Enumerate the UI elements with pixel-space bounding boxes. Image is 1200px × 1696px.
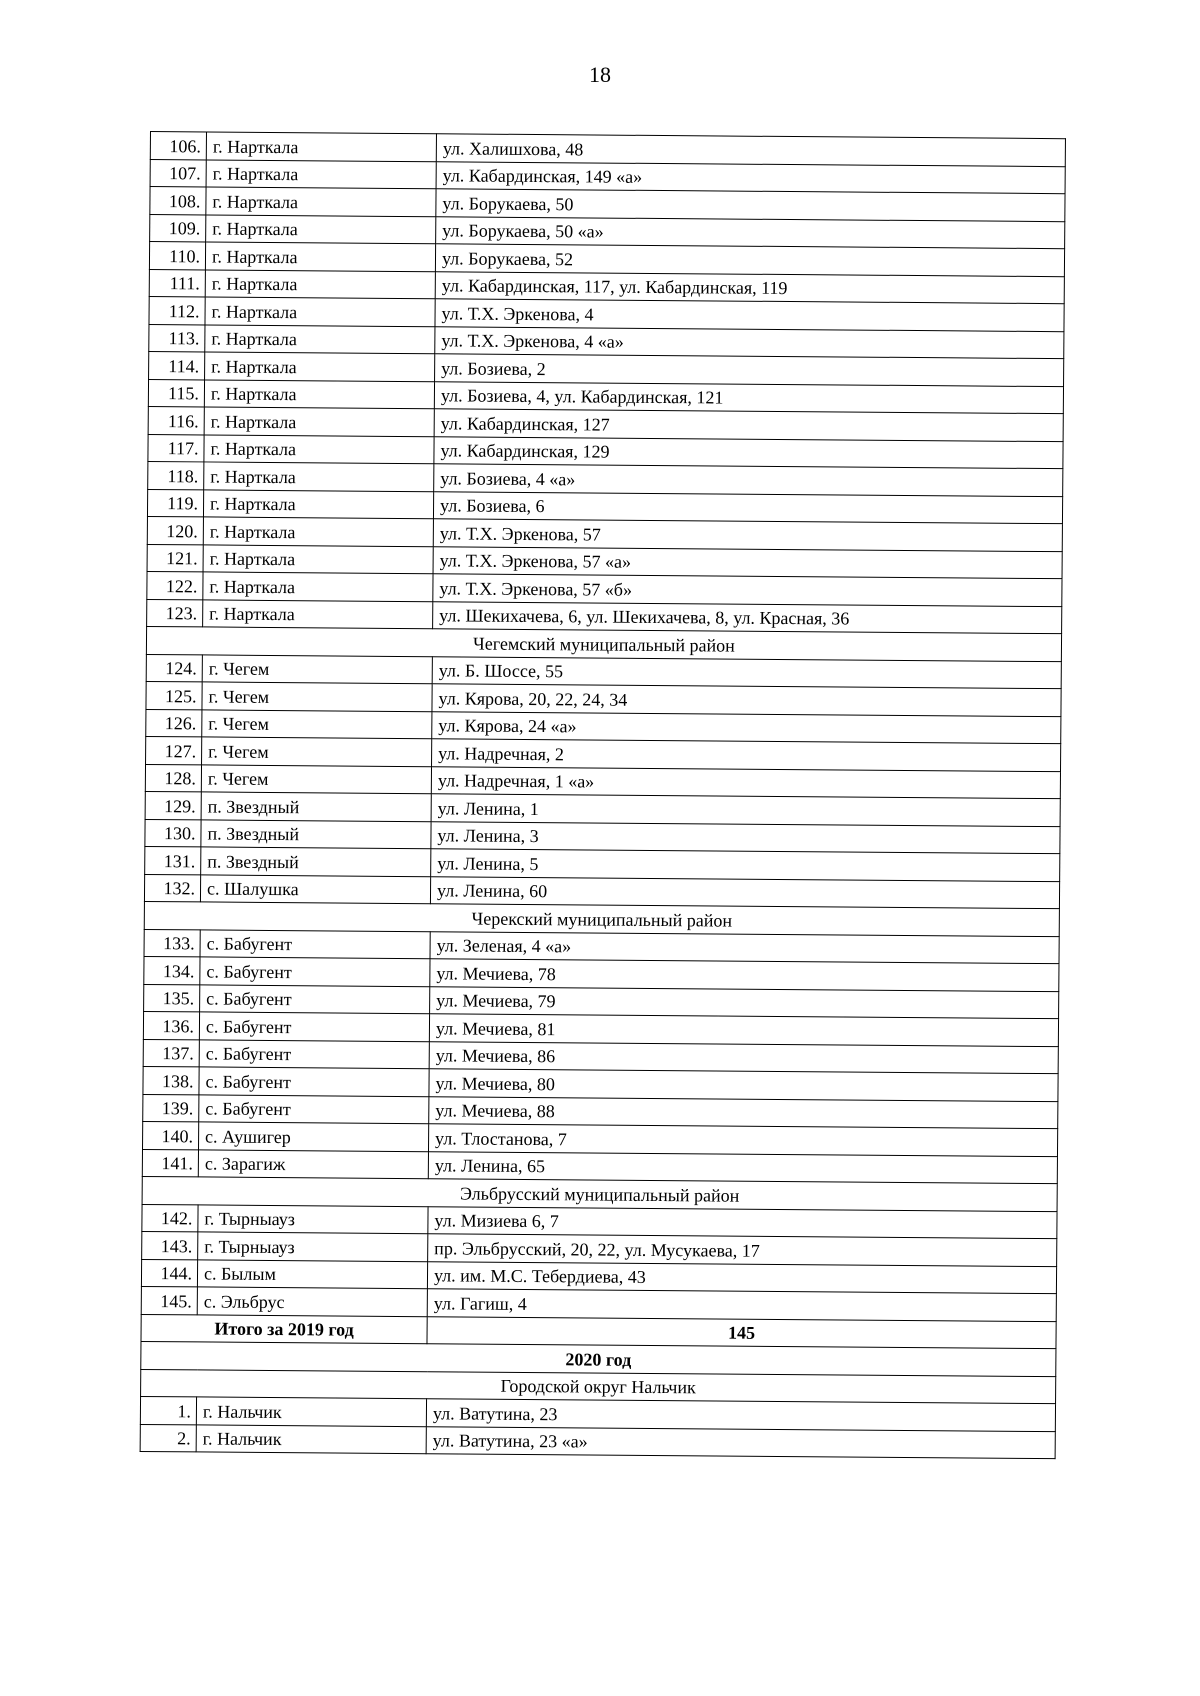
- row-address: ул. Кабардинская, 117, ул. Кабардинская, 119: [435, 271, 1064, 303]
- row-address: ул. Б. Шоссе, 55: [432, 656, 1061, 688]
- row-address: ул. им. М.С. Тебердиева, 43: [427, 1261, 1056, 1293]
- row-address: ул. Мечиева, 80: [429, 1069, 1058, 1101]
- row-locality: с. Эльбрус: [197, 1287, 427, 1316]
- row-number: 142.: [142, 1204, 198, 1232]
- row-address: ул. Мечиева, 79: [430, 986, 1059, 1018]
- row-address: ул. Гагиш, 4: [427, 1289, 1056, 1321]
- total-value: 145: [427, 1316, 1056, 1348]
- row-number: 133.: [144, 929, 200, 957]
- row-number: 110.: [149, 242, 205, 270]
- row-number: 112.: [149, 296, 205, 324]
- row-locality: г. Нарткала: [205, 297, 435, 326]
- row-number: 123.: [147, 599, 203, 627]
- row-address: ул. Бозиева, 4 «а»: [434, 464, 1063, 496]
- row-address: ул. Мечиева, 88: [429, 1096, 1058, 1128]
- row-locality: г. Нарткала: [203, 489, 433, 518]
- row-locality: с. Аушигер: [199, 1122, 429, 1151]
- row-number: 131.: [145, 846, 201, 874]
- row-address: ул. Кабардинская, 129: [434, 436, 1063, 468]
- row-locality: с. Шалушка: [200, 874, 430, 903]
- row-locality: г. Нарткала: [204, 434, 434, 463]
- row-number: 137.: [143, 1039, 199, 1067]
- row-number: 126.: [146, 709, 202, 737]
- row-number: 139.: [143, 1094, 199, 1122]
- row-number: 107.: [150, 159, 206, 187]
- row-locality: п. Звездный: [201, 792, 431, 821]
- row-address: ул. Мечиева, 78: [430, 959, 1059, 991]
- row-address: ул. Кабардинская, 127: [434, 409, 1063, 441]
- row-locality: г. Нарткала: [203, 572, 433, 601]
- row-locality: г. Тырныауз: [198, 1232, 428, 1261]
- row-number: 117.: [148, 434, 204, 462]
- row-locality: г. Нарткала: [204, 407, 434, 436]
- table-row: [140, 1424, 1055, 1459]
- row-locality: г. Тырныауз: [198, 1204, 428, 1233]
- row-address: ул. Бозиева, 2: [435, 354, 1064, 386]
- total-label: Итого за 2019 год: [141, 1314, 427, 1344]
- row-locality: с. Бабугент: [200, 957, 430, 986]
- row-locality: г. Нарткала: [206, 214, 436, 243]
- row-number: 138.: [143, 1066, 199, 1094]
- row-number: 140.: [143, 1121, 199, 1149]
- row-number: 113.: [149, 324, 205, 352]
- row-locality: г. Чегем: [202, 709, 432, 738]
- row-locality: с. Бабугент: [199, 1012, 429, 1041]
- district-section-title: Городской округ Нальчик: [141, 1369, 1056, 1404]
- row-number: 125.: [146, 681, 202, 709]
- row-locality: г. Нарткала: [205, 352, 435, 381]
- row-number: 145.: [141, 1286, 197, 1314]
- row-locality: с. Былым: [197, 1259, 427, 1288]
- district-section-title: Черекский муниципальный район: [144, 901, 1059, 936]
- row-address: ул. Кярова, 20, 22, 24, 34: [432, 684, 1061, 716]
- row-number: 121.: [147, 544, 203, 572]
- row-address: ул. Ватутина, 23: [426, 1399, 1055, 1431]
- row-locality: с. Бабугент: [199, 1067, 429, 1096]
- row-locality: г. Нарткала: [206, 187, 436, 216]
- address-table-container: [140, 131, 1065, 1459]
- row-address: ул. Мизиева 6, 7: [428, 1206, 1057, 1238]
- row-number: 124.: [146, 654, 202, 682]
- row-number: 136.: [143, 1011, 199, 1039]
- row-number: 114.: [149, 351, 205, 379]
- row-address: ул. Бозиева, 6: [433, 491, 1062, 523]
- row-number: 143.: [142, 1231, 198, 1259]
- row-locality: с. Бабугент: [200, 984, 430, 1013]
- row-address: ул. Т.Х. Эркенова, 4 «а»: [435, 326, 1064, 358]
- row-address: ул. Ленина, 60: [430, 876, 1059, 908]
- row-number: 119.: [147, 489, 203, 517]
- row-number: 141.: [142, 1149, 198, 1177]
- address-table: [140, 131, 1066, 1459]
- row-number: 122.: [147, 571, 203, 599]
- address-table-body: [140, 132, 1065, 1459]
- row-address: ул. Кабардинская, 149 «а»: [436, 161, 1065, 193]
- row-number: 120.: [147, 516, 203, 544]
- row-address: ул. Т.Х. Эркенова, 57 «а»: [433, 546, 1062, 578]
- row-locality: г. Чегем: [202, 682, 432, 711]
- row-locality: г. Нарткала: [204, 379, 434, 408]
- row-number: 108.: [150, 187, 206, 215]
- row-locality: с. Бабугент: [199, 1094, 429, 1123]
- row-number: 111.: [149, 269, 205, 297]
- row-address: ул. Мечиева, 81: [429, 1014, 1058, 1046]
- row-address: ул. Борукаева, 50: [436, 189, 1065, 221]
- row-locality: г. Чегем: [202, 654, 432, 683]
- row-locality: с. Бабугент: [200, 929, 430, 958]
- row-address: ул. Ленина, 3: [431, 821, 1060, 853]
- row-address: ул. Ленина, 1: [431, 794, 1060, 826]
- row-address: ул. Зеленая, 4 «а»: [430, 931, 1059, 963]
- row-locality: г. Чегем: [201, 764, 431, 793]
- row-locality: г. Нальчик: [196, 1397, 426, 1426]
- row-number: 118.: [148, 461, 204, 489]
- row-address: ул. Т.Х. Эркенова, 57: [433, 519, 1062, 551]
- row-number: 132.: [144, 874, 200, 902]
- row-address: пр. Эльбрусский, 20, 22, ул. Мусукаева, 17: [428, 1234, 1057, 1266]
- row-locality: г. Нарткала: [205, 269, 435, 298]
- row-number: 144.: [141, 1259, 197, 1287]
- row-locality: г. Нарткала: [205, 242, 435, 271]
- row-locality: г. Чегем: [202, 737, 432, 766]
- row-number: 129.: [145, 791, 201, 819]
- year-title: 2020 год: [141, 1341, 1056, 1376]
- row-locality: п. Звездный: [201, 819, 431, 848]
- row-number: 135.: [144, 984, 200, 1012]
- district-section-title: Чегемский муниципальный район: [146, 626, 1061, 661]
- row-number: 130.: [145, 819, 201, 847]
- row-number: 109.: [150, 214, 206, 242]
- row-locality: г. Нарткала: [206, 132, 436, 161]
- row-address: ул. Надречная, 2: [432, 739, 1061, 771]
- row-number: 2.: [140, 1424, 196, 1452]
- row-address: ул. Ленина, 5: [431, 849, 1060, 881]
- row-locality: г. Нарткала: [203, 517, 433, 546]
- row-address: ул. Ватутина, 23 «а»: [426, 1426, 1055, 1458]
- page-number: 18: [589, 62, 611, 87]
- row-address: ул. Ленина, 65: [428, 1151, 1057, 1183]
- row-address: ул. Шекихачева, 6, ул. Шекихачева, 8, ул. Красная, 36: [433, 601, 1062, 633]
- row-number: 1.: [140, 1396, 196, 1424]
- row-number: 116.: [148, 406, 204, 434]
- row-locality: г. Нальчик: [196, 1424, 426, 1453]
- row-address: ул. Борукаева, 52: [435, 244, 1064, 276]
- district-section-title: Эльбрусский муниципальный район: [142, 1176, 1057, 1211]
- row-locality: г. Нарткала: [203, 544, 433, 573]
- row-address: ул. Мечиева, 86: [429, 1041, 1058, 1073]
- row-address: ул. Т.Х. Эркенова, 4: [435, 299, 1064, 331]
- row-number: 127.: [146, 736, 202, 764]
- row-locality: г. Нарткала: [205, 324, 435, 353]
- row-address: ул. Халишхова, 48: [436, 134, 1065, 166]
- row-number: 134.: [144, 956, 200, 984]
- row-locality: г. Нарткала: [204, 462, 434, 491]
- row-address: ул. Кярова, 24 «а»: [432, 711, 1061, 743]
- row-address: ул. Надречная, 1 «а»: [431, 766, 1060, 798]
- row-locality: г. Нарткала: [203, 599, 433, 628]
- row-locality: г. Нарткала: [206, 159, 436, 188]
- row-number: 128.: [145, 764, 201, 792]
- row-number: 106.: [150, 132, 206, 160]
- row-address: ул. Борукаева, 50 «а»: [436, 216, 1065, 248]
- row-address: ул. Т.Х. Эркенова, 57 «б»: [433, 574, 1062, 606]
- row-number: 115.: [148, 379, 204, 407]
- row-locality: с. Зарагиж: [198, 1149, 428, 1178]
- row-locality: с. Бабугент: [199, 1039, 429, 1068]
- row-address: ул. Тлостанова, 7: [428, 1124, 1057, 1156]
- row-address: ул. Бозиева, 4, ул. Кабардинская, 121: [434, 381, 1063, 413]
- row-locality: п. Звездный: [201, 847, 431, 876]
